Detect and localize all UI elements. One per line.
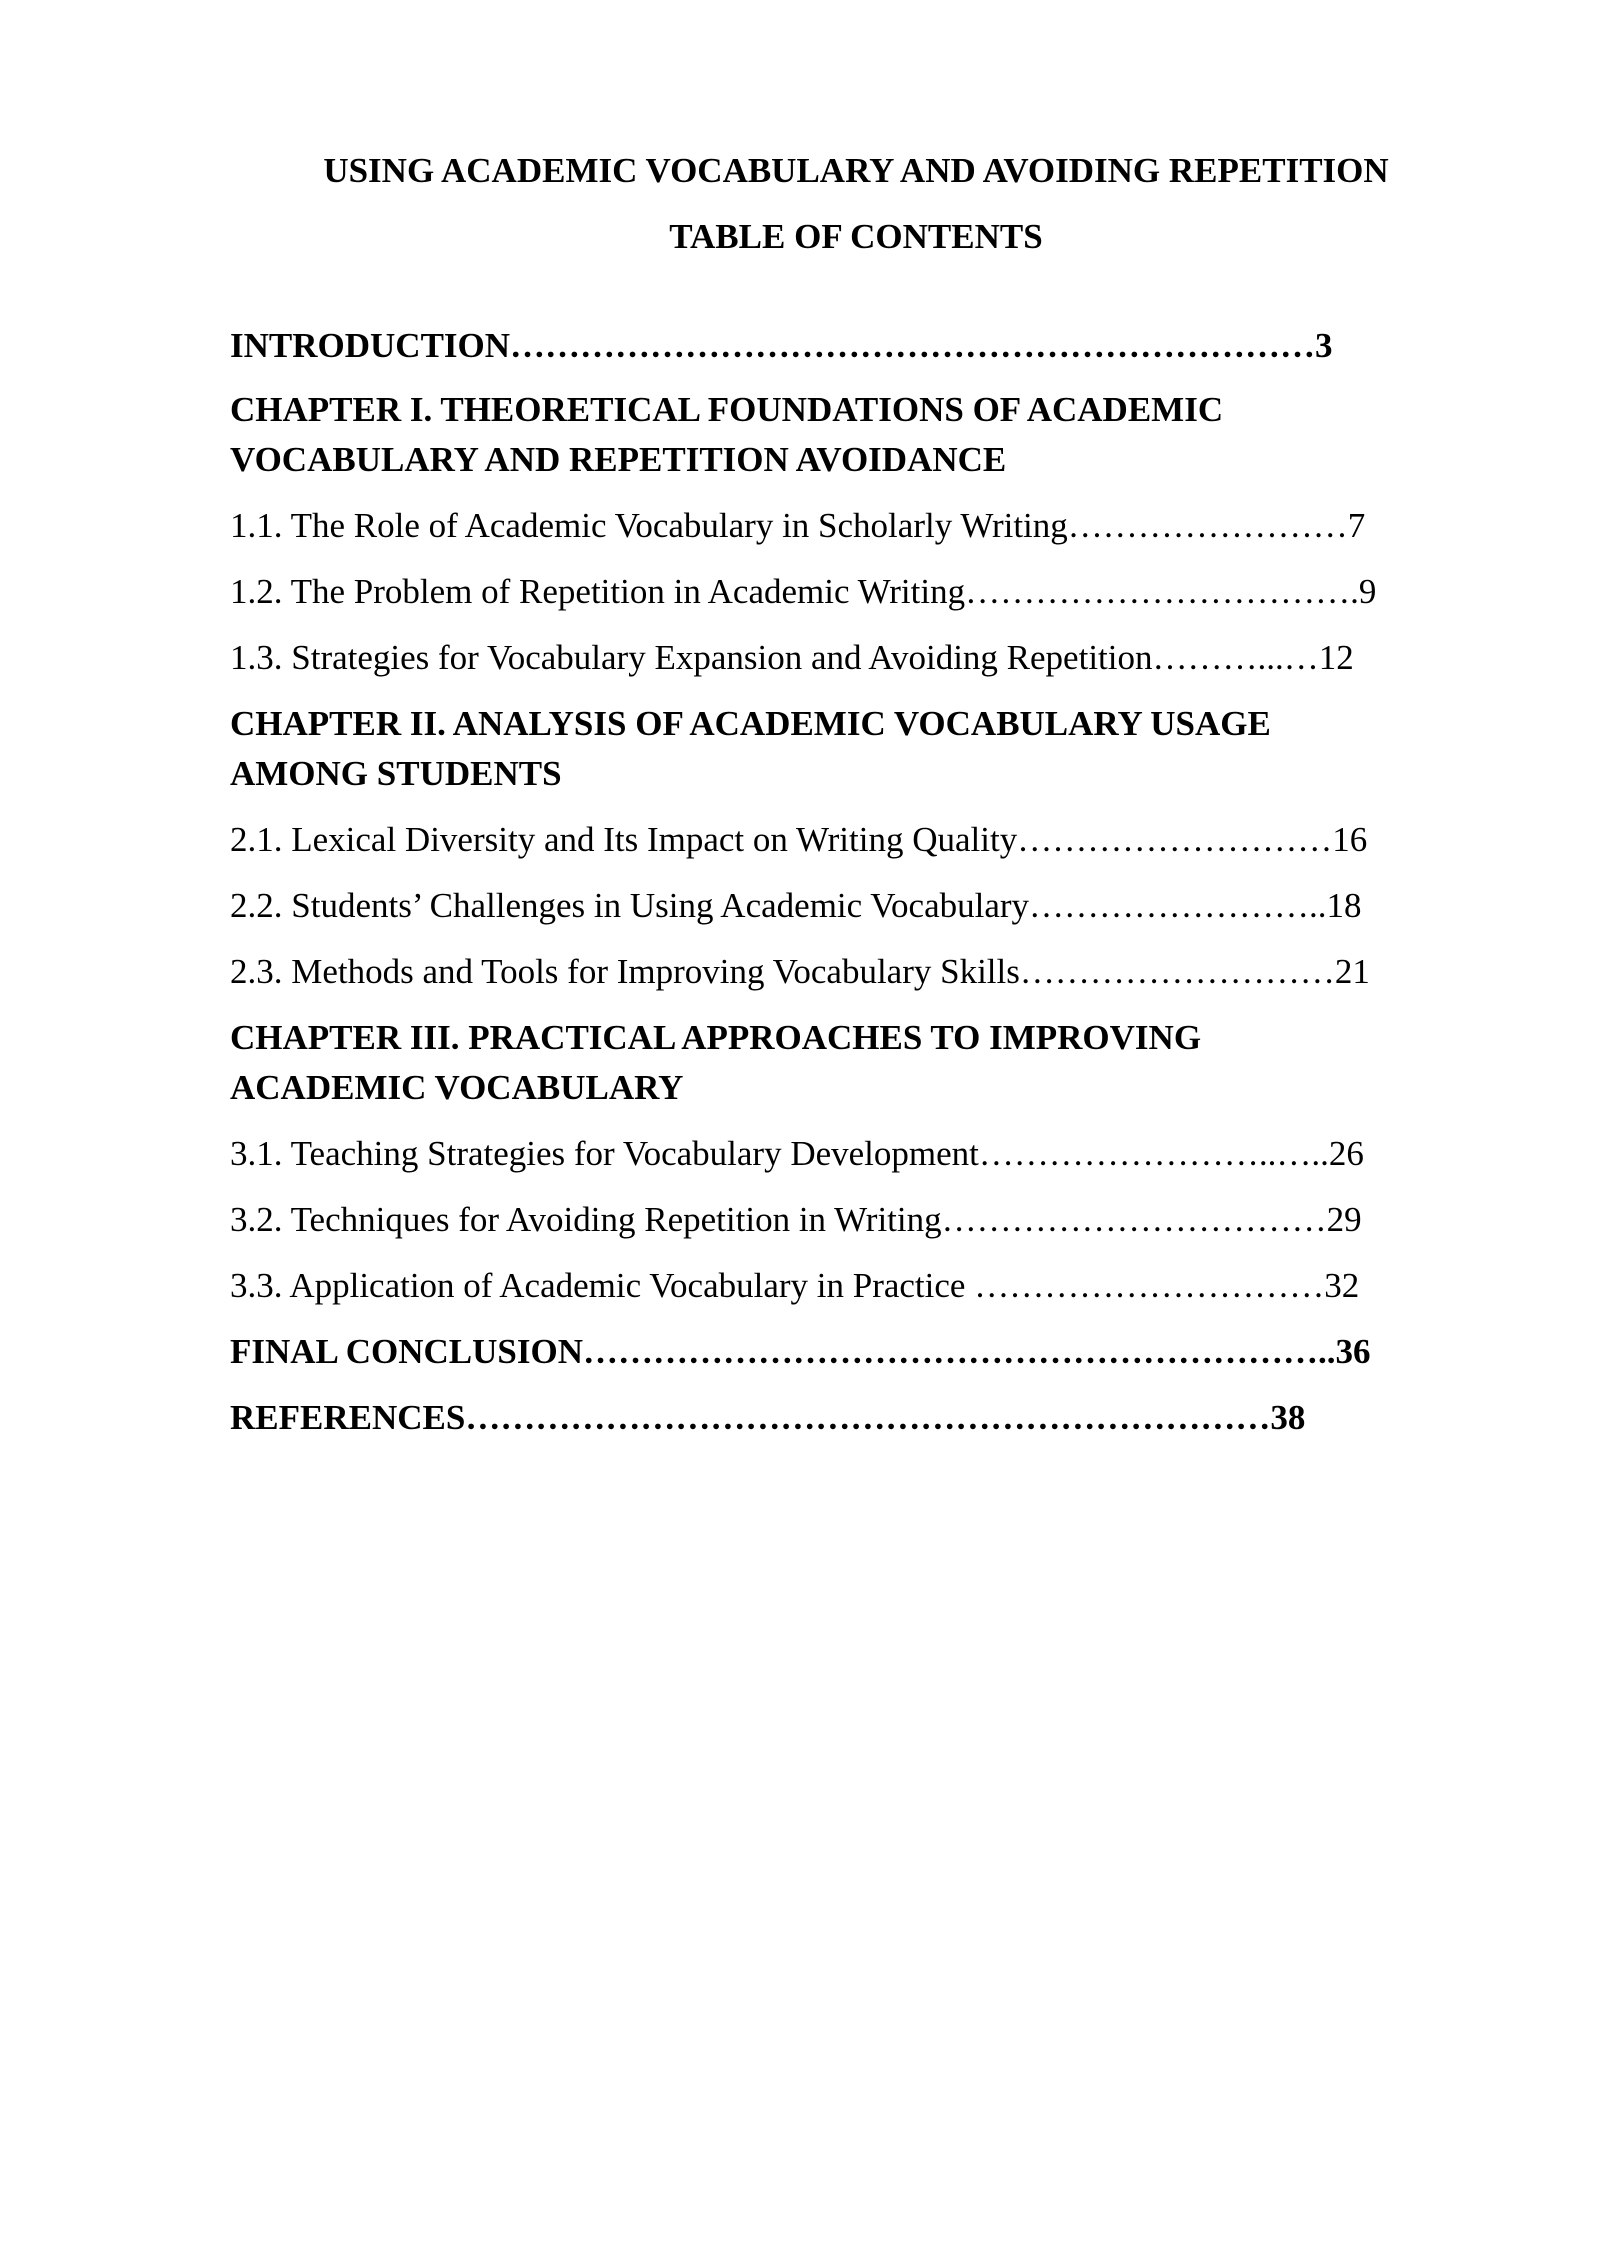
toc-heading: TABLE OF CONTENTS [669, 217, 1043, 256]
toc-entry-1-1: 1.1. The Role of Academic Vocabulary in Scholarly Writing……………………7 [230, 506, 1366, 545]
toc-chapter-2-title-line-1: CHAPTER II. ANALYSIS OF ACADEMIC VOCABULARY USAGE [230, 704, 1271, 743]
toc-entry-final-conclusion: FINAL CONCLUSION………………………………………………………..36 [230, 1332, 1371, 1371]
toc-entry-introduction: INTRODUCTION……………………………………………………………3 [230, 326, 1333, 365]
toc-chapter-2-title-line-2: AMONG STUDENTS [230, 754, 562, 793]
toc-entry-references: REFERENCES……………………………………………………………38 [230, 1398, 1306, 1437]
toc-chapter-1-title-line-1: CHAPTER I. THEORETICAL FOUNDATIONS OF ACADEMIC [230, 390, 1224, 429]
toc-entry-2-1: 2.1. Lexical Diversity and Its Impact on Writing Quality………………………16 [230, 820, 1368, 859]
toc-entry-3-2: 3.2. Techniques for Avoiding Repetition in Writing……………………………29 [230, 1200, 1362, 1239]
toc-entry-3-3: 3.3. Application of Academic Vocabulary in Practice …………………………32 [230, 1266, 1360, 1305]
toc-entry-1-2: 1.2. The Problem of Repetition in Academic Writing…………………………….9 [230, 572, 1377, 611]
toc-entry-1-3: 1.3. Strategies for Vocabulary Expansion and Avoiding Repetition………...…12 [230, 638, 1354, 677]
toc-entry-2-2: 2.2. Students’ Challenges in Using Academic Vocabulary……………………..18 [230, 886, 1362, 925]
toc-chapter-1-title-line-2: VOCABULARY AND REPETITION AVOIDANCE [230, 440, 1007, 479]
toc-entry-2-3: 2.3. Methods and Tools for Improving Vocabulary Skills………………………21 [230, 952, 1370, 991]
toc-chapter-3-title-line-1: CHAPTER III. PRACTICAL APPROACHES TO IMPROVING [230, 1018, 1202, 1057]
toc-chapter-3-title-line-2: ACADEMIC VOCABULARY [230, 1068, 684, 1107]
document-title: USING ACADEMIC VOCABULARY AND AVOIDING REPETITION [323, 151, 1389, 190]
toc-entry-3-1: 3.1. Teaching Strategies for Vocabulary Development……………………..…..26 [230, 1134, 1364, 1173]
